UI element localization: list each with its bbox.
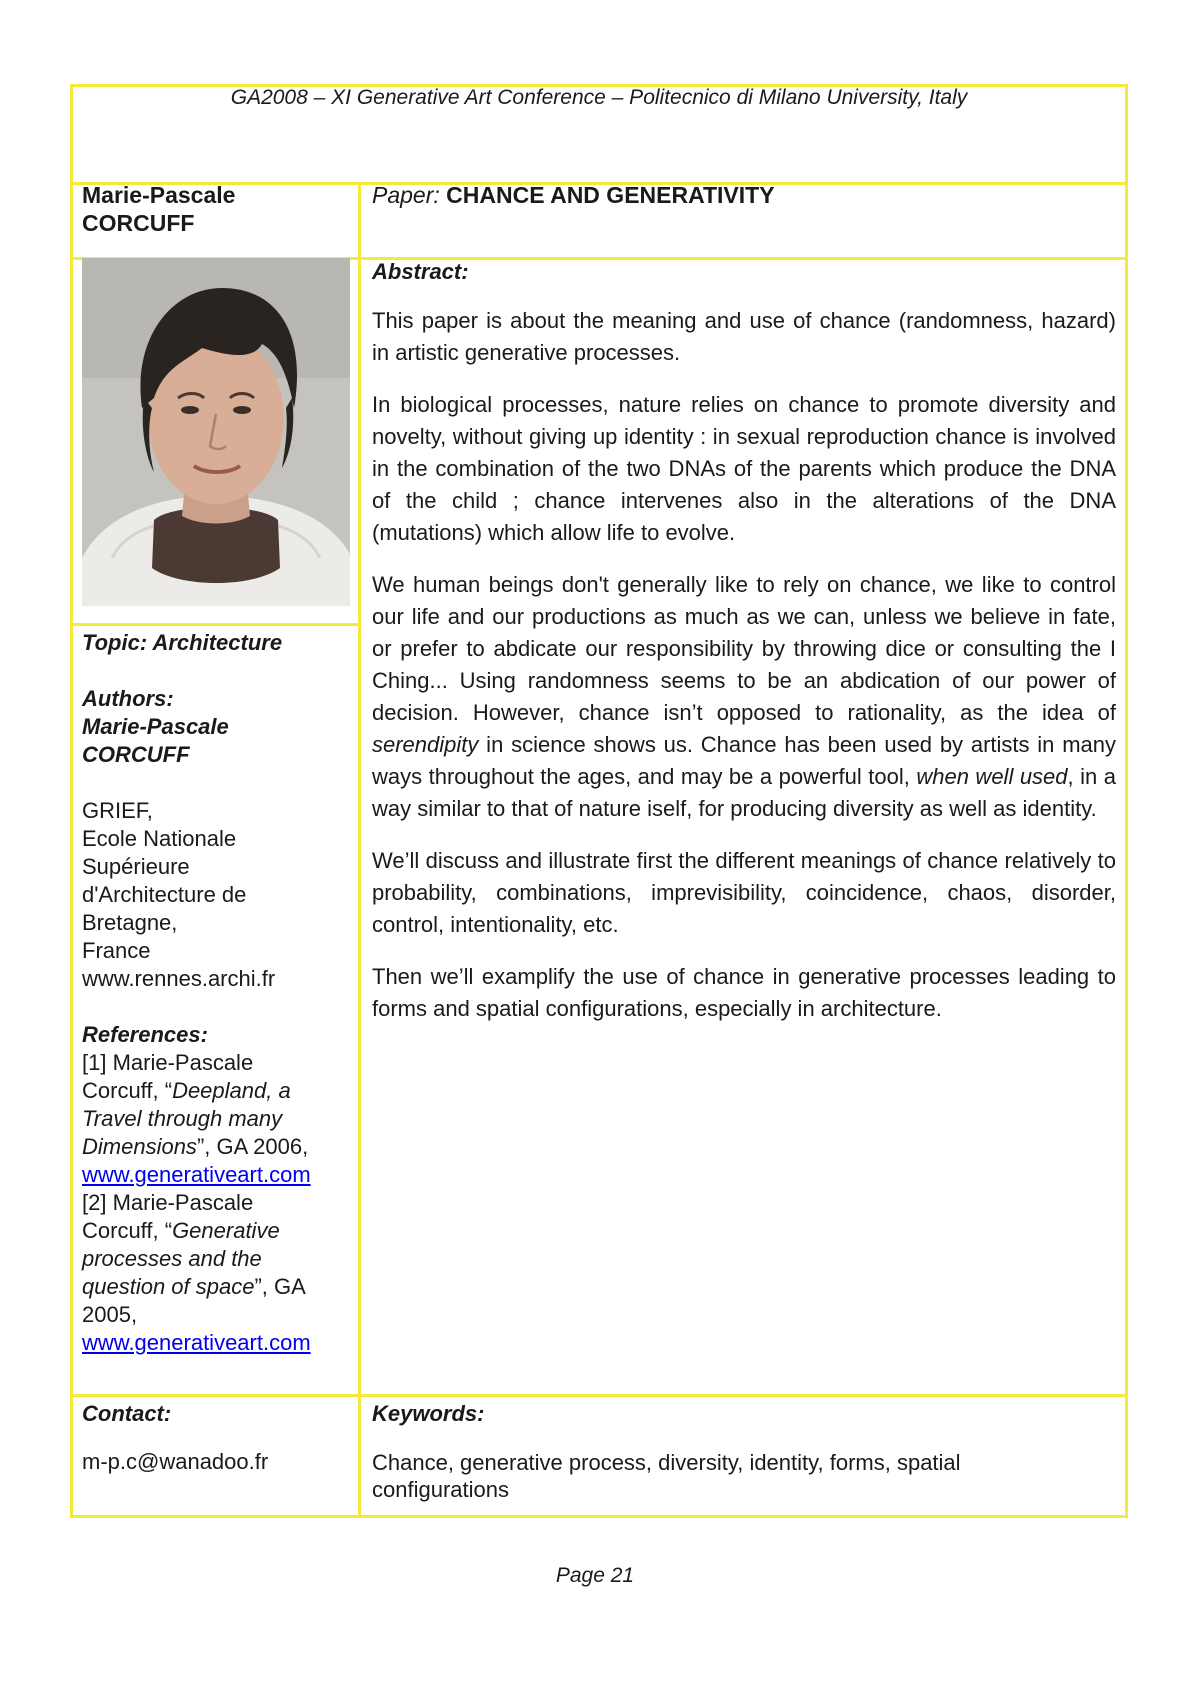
reference-2-author: [2] Marie-Pascale <box>82 1190 254 1215</box>
author-name-line1: Marie-Pascale <box>82 182 236 208</box>
reference-1-author: [1] Marie-Pascale <box>82 1050 254 1075</box>
contact-email: m-p.c@wanadoo.fr <box>82 1449 269 1474</box>
abstract-p3-text: in science shows us. Chance has been used by artists in many ways throughout the ages, and may be a powerful tool, <box>372 732 1116 789</box>
abstract-paragraph-2: In biological processes, nature relies on chance to promote diversity and novelty, without giving up identity : in sexual reproduction chance is involved in the combination of the two DNAs of the parents which produce the DNA of the child ; chance intervenes also in the alterations of the DNA (mutations) which allow life to evolve. <box>372 392 1116 545</box>
abstract-paragraph-4: We’ll discuss and illustrate first the different meanings of chance relatively to probability, combinations, imprevisibility, coincidence, chaos, disorder, control, intentionality, etc. <box>372 848 1116 937</box>
authors-name-line1: Marie-Pascale <box>82 714 229 739</box>
authors-name-line2: CORCUFF <box>82 742 190 767</box>
affiliation-line: Bretagne, <box>82 910 178 935</box>
affiliation-line: Ecole Nationale <box>82 826 237 851</box>
affiliation-website: www.rennes.archi.fr <box>82 966 276 991</box>
reference-1 <box>82 1049 352 1189</box>
abstract-paragraph-3 <box>372 569 1116 825</box>
author-name-heading <box>82 181 342 237</box>
affiliation-line: d'Architecture de <box>82 882 247 907</box>
affiliation-line: Supérieure <box>82 854 190 879</box>
author-details <box>82 629 352 1357</box>
reference-2-link[interactable]: www.generativeart.com <box>82 1330 311 1355</box>
reference-2-line2 <box>82 1217 352 1245</box>
keywords-value: Chance, generative process, diversity, identity, forms, spatial configurations <box>372 1450 961 1502</box>
page-number: Page 21 <box>555 1564 635 1587</box>
abstract-p3-emphasis: serendipity <box>372 732 479 757</box>
reference-1-author-cont: Corcuff, “ <box>82 1078 173 1103</box>
abstract-p3-text: We human beings don't generally like to rely on chance, we like to control our life and our productions as much as we can, unless we believe in fate, or prefer to abdicate our responsibility by throwing dice or consulting the I Ching... Using randomness seems to be an abdication of our power of decision. However, chance isn’t opposed to rationality, as the idea of <box>372 572 1116 725</box>
authors-label: Authors: <box>82 686 174 711</box>
references-label: References: <box>82 1022 208 1047</box>
reference-1-venue: ”, GA 2006, <box>196 1134 309 1159</box>
reference-2-author-cont: Corcuff, “ <box>82 1218 173 1243</box>
reference-2-title-part: Generative <box>172 1218 280 1243</box>
reference-1-title-part: Travel through many <box>82 1106 283 1131</box>
affiliation-line: France <box>82 938 151 963</box>
paper-title: CHANCE AND GENERATIVITY <box>446 182 775 208</box>
reference-1-link[interactable]: www.generativeart.com <box>82 1162 311 1187</box>
reference-1-title-part: Deepland, a <box>172 1078 291 1103</box>
bottom-divider <box>70 1394 1128 1397</box>
paper-label: Paper: <box>372 182 440 208</box>
contact-label: Contact: <box>82 1401 172 1426</box>
abstract-p3-emphasis: when well used <box>916 764 1068 789</box>
reference-2-year: 2005, <box>82 1302 138 1327</box>
paper-title-heading <box>372 181 775 209</box>
topic: Topic: Architecture <box>82 630 283 655</box>
reference-2-title-part: processes and the <box>82 1246 262 1271</box>
abstract-paragraph-5: Then we’ll examplify the use of chance in generative processes leading to forms and spatial configurations, especially in architecture. <box>372 964 1116 1021</box>
conference-header: GA2008 – XI Generative Art Conference – Politecnico di Milano University, Italy <box>230 86 968 109</box>
author-name-line2: CORCUFF <box>82 210 195 236</box>
abstract-paragraph-1: This paper is about the meaning and use of chance (randomness, hazard) in artistic generative processes. <box>372 308 1116 365</box>
reference-2-line3 <box>82 1245 352 1273</box>
affiliation-line: GRIEF, <box>82 798 153 823</box>
keywords-label: Keywords: <box>372 1401 485 1426</box>
column-divider <box>358 182 361 1518</box>
reference-2-line4 <box>82 1273 352 1301</box>
abstract-title: Abstract: <box>372 259 469 284</box>
author-photo <box>82 258 350 606</box>
abstract-p3-text: , in a way similar to that of nature iself, for producing diversity as well as identity. <box>372 764 1116 821</box>
reference-1-line2 <box>82 1077 352 1105</box>
photo-divider <box>70 623 361 626</box>
reference-1-title-part: Dimensions <box>82 1134 197 1159</box>
reference-1-line4 <box>82 1133 352 1161</box>
reference-2 <box>82 1189 352 1357</box>
abstract-body <box>372 305 1116 1045</box>
reference-2-title-part: question of space <box>82 1274 255 1299</box>
reference-2-venue: ”, GA <box>254 1274 306 1299</box>
reference-1-line3 <box>82 1105 352 1133</box>
